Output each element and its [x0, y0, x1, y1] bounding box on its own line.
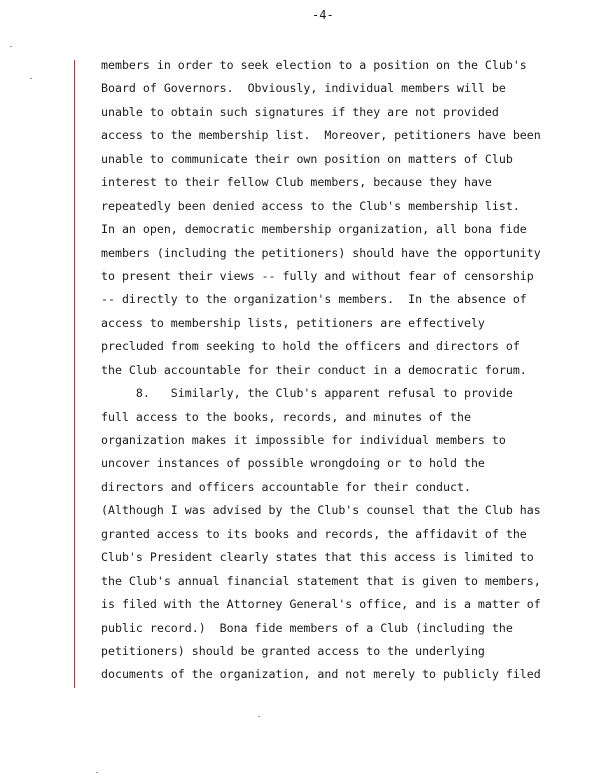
text-line: the Club accountable for their conduct in a democratic forum. [101, 362, 527, 377]
text-line: In an open, democratic membership organization, all bona fide [101, 222, 527, 237]
text-line: access to the membership list. Moreover, petitioners have been [101, 128, 541, 143]
text-line: documents of the organization, and not merely to publicly filed [101, 667, 541, 682]
page-number: -4- [312, 8, 334, 22]
text-line: the Club's annual financial statement that is given to members, [101, 573, 541, 588]
margin-annotation-line [74, 60, 75, 688]
scan-speck [96, 772, 98, 773]
text-line: organization makes it impossible for individual members to [101, 433, 506, 447]
text-line: members in order to seek election to a position on the Club's [101, 58, 527, 72]
text-line: members (including the petitioners) should have the opportunity [101, 245, 541, 260]
text-line: access to membership lists, petitioners are effectively [101, 315, 485, 330]
text-line: granted access to its books and records, the affidavit of the [101, 526, 527, 541]
scan-speck [258, 716, 260, 717]
body-text [101, 54, 571, 687]
text-line: petitioners) should be granted access to the underlying [101, 643, 485, 658]
text-line: Club's President clearly states that this access is limited to [101, 550, 534, 565]
text-line: interest to their fellow Club members, because they have [101, 175, 492, 190]
text-line: -- directly to the organization's members. In the absence of [101, 292, 527, 307]
text-line: full access to the books, records, and minutes of the [101, 409, 471, 424]
text-line: uncover instances of possible wrongdoing or to hold the [101, 456, 485, 471]
text-line: unable to communicate their own position on matters of Club [101, 151, 513, 166]
text-line: precluded from seeking to hold the officers and directors of [101, 339, 520, 354]
text-line: unable to obtain such signatures if they are not provided [101, 104, 499, 119]
scan-speck [10, 46, 12, 47]
text-line: (Although I was advised by the Club's counsel that the Club has [101, 503, 541, 518]
text-line: is filed with the Attorney General's office, and is a matter of [101, 597, 541, 612]
text-line: public record.) Bona fide members of a Club (including the [101, 620, 513, 635]
text-line: directors and officers accountable for their conduct. [101, 479, 471, 494]
text-line: Board of Governors. Obviously, individual members will be [101, 81, 506, 96]
scan-speck [30, 78, 32, 79]
text-line: to present their views -- fully and without fear of censorship [101, 268, 534, 283]
text-line: 8. Similarly, the Club's apparent refusal to provide [101, 386, 513, 401]
text-line: repeatedly been denied access to the Club's membership list. [101, 198, 520, 213]
